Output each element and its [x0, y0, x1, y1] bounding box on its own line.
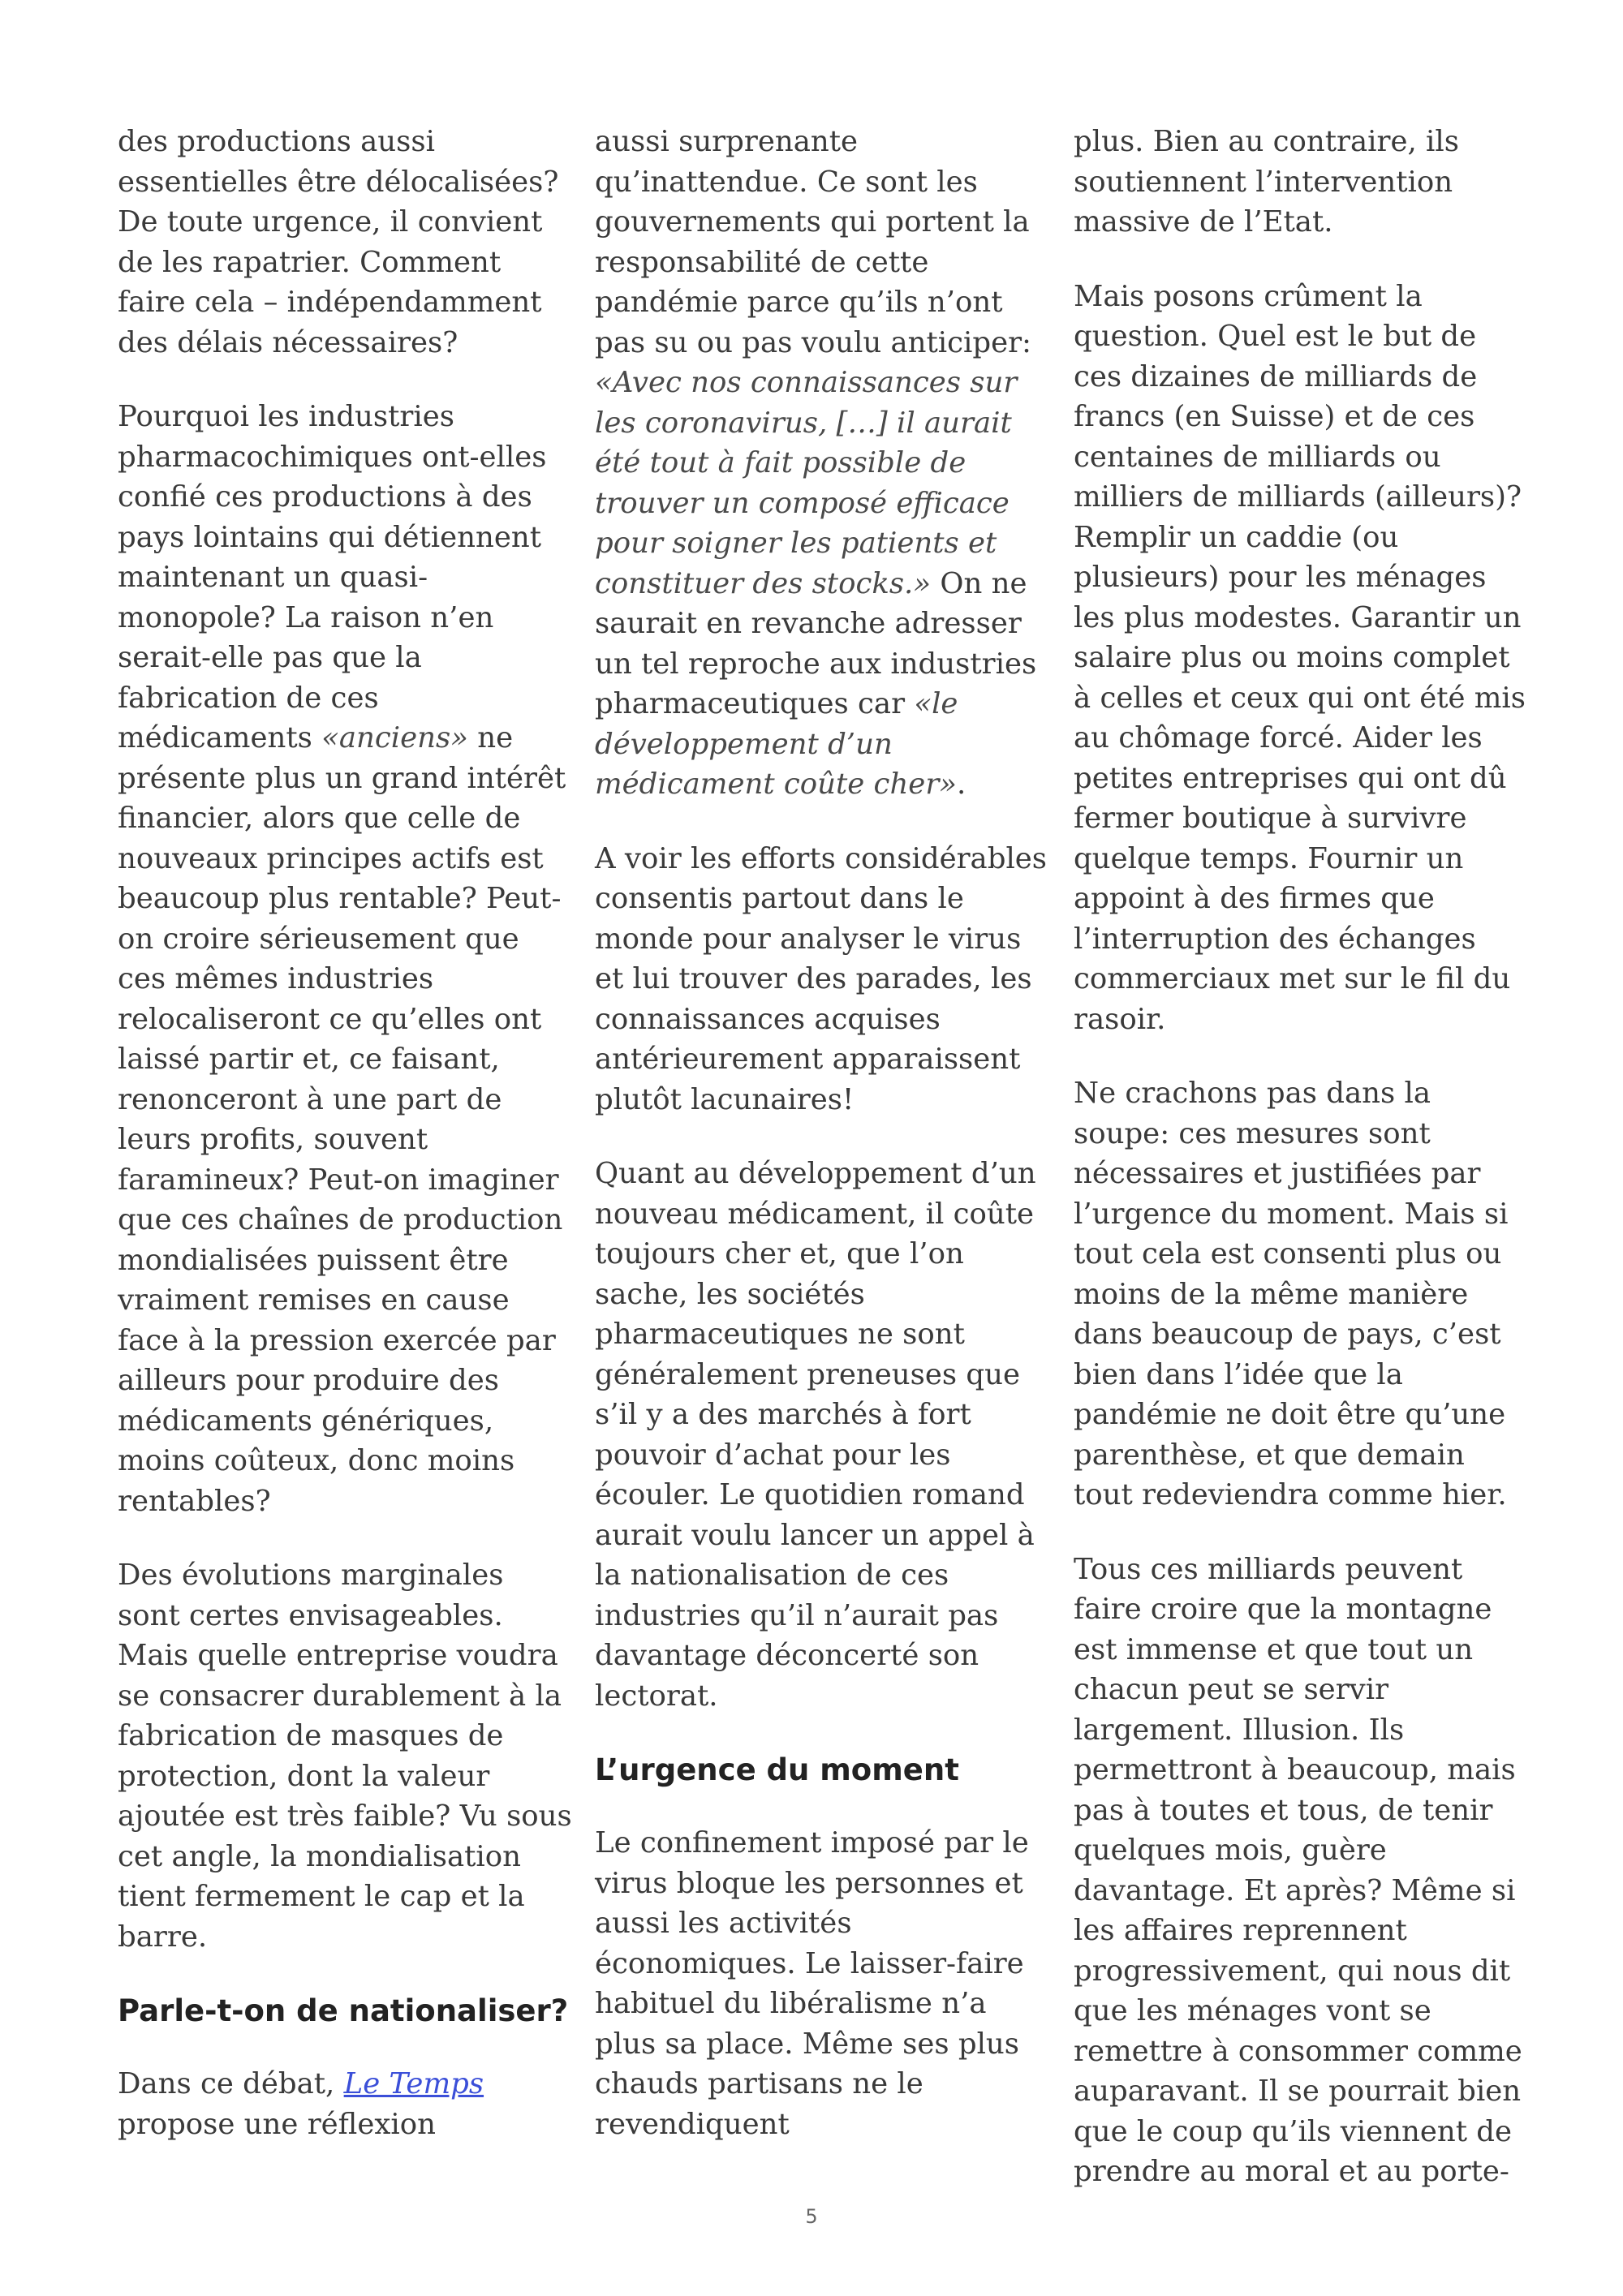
paragraph-text: Dans ce débat, — [118, 2067, 335, 2100]
paragraph-text: propose une réflexion — [118, 2107, 436, 2141]
paragraph — [595, 122, 1049, 805]
paragraph: Tous ces milliards peuvent faire croire que la montagne est immense et que tout un chacun peut se servir largement. Illusion. Ils permettront à beaucoup, mais pas à toutes et tous, de tenir quelques mois, guère davantage. Et après? Même si les affaires reprennent progressivement, qui nous dit que les ménages vont se remettre à consommer comme auparavant. Il se pourrait bien que le coup qu’ils viennent de prendre au moral et au porte- — [1074, 1552, 1522, 2188]
page-number: 5 — [805, 2205, 818, 2228]
quote-text: «le développement d’un médicament coûte cher» — [595, 687, 958, 801]
paragraph — [118, 397, 572, 1521]
paragraph — [118, 2064, 572, 2144]
paragraph-text: aussi surprenante qu’inattendue. Ce sont les gouvernements qui portent la responsabilité de cette pandémie parce qu’ils n’ont pas su ou pas voulu anticiper: — [595, 125, 1032, 359]
section-heading: L’urgence du moment — [595, 1752, 959, 1787]
paragraph: des productions aussi essentielles être délocalisées? De toute urgence, il convient de les rapatrier. Comment faire cela – indépendamment des délais nécessaires? — [118, 125, 559, 359]
section-heading: Parle-t-on de nationaliser? — [118, 1993, 569, 2028]
paragraph: Des évolutions marginales sont certes envisageables. Mais quelle entreprise voudra se consacrer durablement à la fabrication de masques de protection, dont la valeur ajoutée est très faible? Vu sous cet angle, la mondialisation tient fermement le cap et la barre. — [118, 1559, 572, 1954]
paragraph-text: ne présente plus un grand intérêt financier, alors que celle de nouveaux principes actifs est beaucoup plus rentable? Peut-on croire sérieusement que ces mêmes industries relocaliseront ce qu’elles ont laissé partir et, ce faisant, renonceront à une part de leurs profits, souvent faramineux? Peut-on imaginer que ces chaînes de production mondialisées puissent être vraiment remises en cause face à la pression exercée par ailleurs pour produire des médicaments génériques, moins coûteux, donc moins rentables? — [118, 721, 566, 1518]
paragraph: Ne crachons pas dans la soupe: ces mesures sont nécessaires et justifiées par l’urgence du moment. Mais si tout cela est consenti plus ou moins de la même manière dans beaucoup de pays, c’est bien dans l’idée que la pandémie ne doit être qu’une parenthèse, et que demain tout redeviendra comme hier. — [1074, 1077, 1509, 1511]
le-temps-link[interactable]: Le Temps — [343, 2067, 484, 2100]
paragraph: Le confinement imposé par le virus bloque les personnes et aussi les activités économiques. Le laisser-faire habituel du libéralisme n’a plus sa place. Même ses plus chauds partisans ne le revendiquent — [595, 1826, 1029, 2141]
punctuation: . — [957, 767, 966, 801]
paragraph: plus. Bien au contraire, ils soutiennent l’intervention massive de l’Etat. — [1074, 125, 1459, 239]
column-3 — [1074, 122, 1528, 2226]
quote-text: «Avec nos connaissances sur les coronavirus, […] il aurait été tout à fait possible de trouver un composé efficace pour soigner les patients et constituer des stocks.» — [595, 366, 1018, 600]
paragraph-text: Pourquoi les industries pharmacochimiques ont-elles confié ces productions à des pays lointains qui détiennent maintenant un quasi-monopole? La raison n’en serait-elle pas que la fabrication de ces médicaments — [118, 400, 547, 755]
paragraph: Mais posons crûment la question. Quel est le but de ces dizaines de milliards de francs (en Suisse) et de ces centaines de milliards ou milliers de milliards (ailleurs)? Remplir un caddie (ou plusieurs) pour les ménages les plus modestes. Garantir un salaire plus ou moins complet à celles et ceux qui ont été mis au chômage forcé. Aider les petites entreprises qui ont dû fermer boutique à survivre quelque temps. Fournir un appoint à des firmes que l’interruption des échanges commerciaux met sur le fil du rasoir. — [1074, 279, 1526, 1036]
paragraph: Quant au développement d’un nouveau médicament, il coûte toujours cher et, que l’on sache, les sociétés pharmaceutiques ne sont généralement preneuses que s’il y a des marchés à fort pouvoir d’achat pour les écouler. Le quotidien romand aurait voulu lancer un appel à la nationalisation de ces industries qu’il n’aurait pas davantage déconcerté son lectorat. — [595, 1157, 1036, 1713]
paragraph-text: On ne saurait en revanche adresser un tel reproche aux industries pharmaceutiques car — [595, 566, 1037, 720]
column-1 — [118, 122, 572, 2178]
emphasis-text: «anciens» — [321, 721, 468, 755]
column-2 — [595, 122, 1049, 2178]
paragraph: A voir les efforts considérables consentis partout dans le monde pour analyser le virus et lui trouver des parades, les connaissances acquises antérieurement apparaissent plutôt lacunaires! — [595, 841, 1048, 1116]
